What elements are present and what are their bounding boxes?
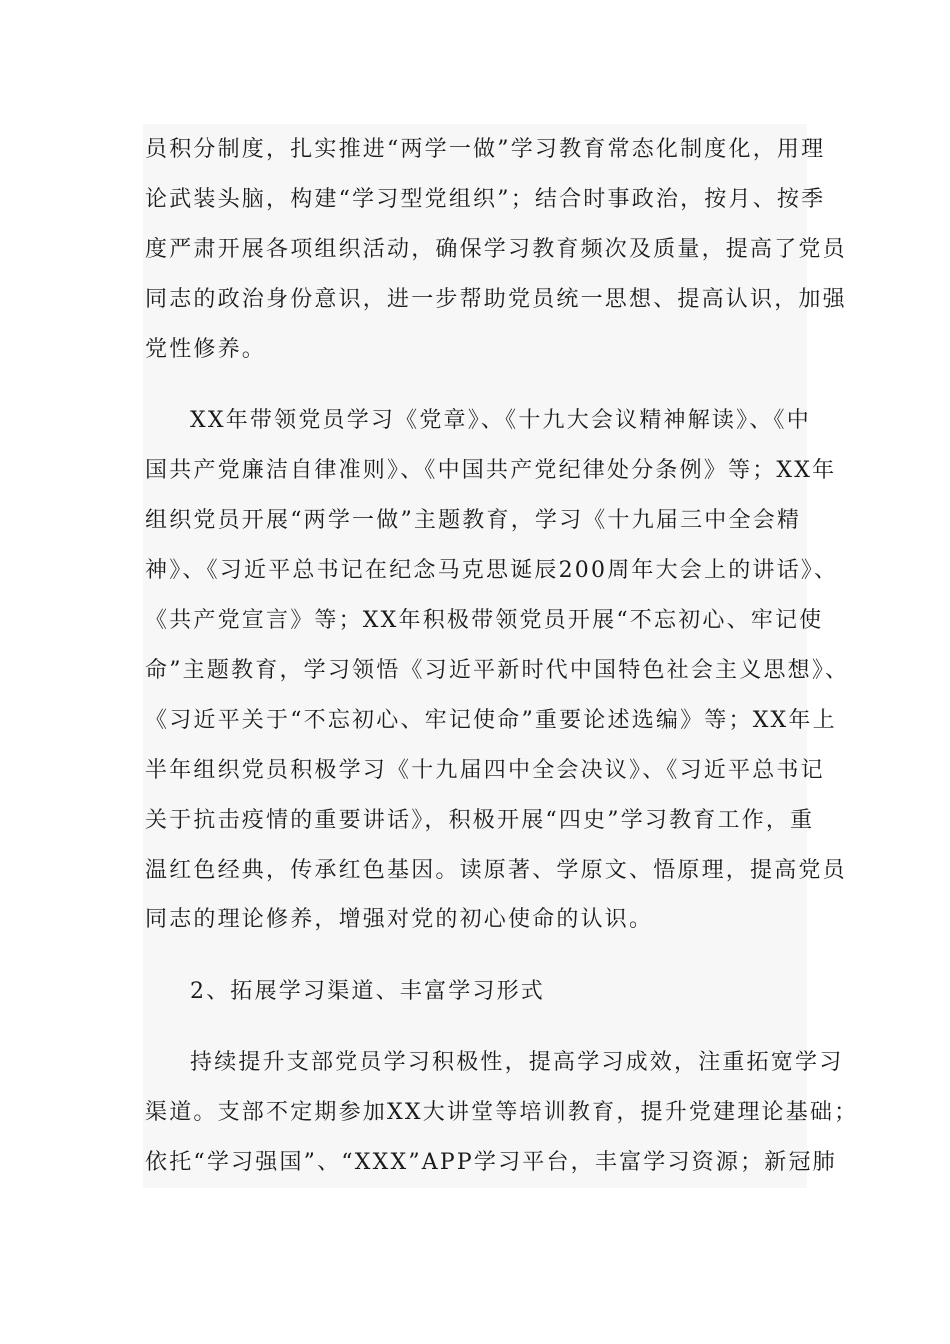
paragraph-1-line-2: 论武装头脑，构建“学习型党组织”；结合时事政治，按月、按季 — [145, 187, 826, 212]
paragraph-2-line-11: 同志的理论修养，增强对党的初心使命的认识。 — [145, 907, 654, 932]
paragraph-3-line-1: 持续提升支部党员学习积极性，提高学习成效，注重拓宽学习 — [190, 1050, 844, 1075]
paragraph-2-line-2: 国共产党廉洁自律准则》、《中国共产党纪律处分条例》等；XX年 — [145, 458, 837, 483]
paragraph-1-line-1: 员积分制度，扎实推进“两学一做”学习教育常态化制度化，用理 — [145, 137, 826, 162]
paragraph-2-line-9: 关于抗击疫情的重要讲话》，积极开展“四史”学习教育工作，重 — [145, 808, 815, 833]
paragraph-2-line-4: 神》、《习近平总书记在纪念马克思诞辰200周年大会上的讲话》、 — [145, 558, 839, 583]
paragraph-1-line-4: 同志的政治身份意识，进一步帮助党员统一思想、提高认识，加强 — [145, 287, 847, 312]
paragraph-2-line-8: 半年组织党员积极学习《十九届四中全会决议》、《习近平总书记 — [145, 758, 825, 783]
paragraph-1-line-5: 党性修养。 — [145, 337, 267, 362]
paragraph-2-line-7: 《习近平关于“不忘初心、牢记使命”重要论述选编》等；XX年上 — [145, 708, 837, 733]
paragraph-3-line-2: 渠道。支部不定期参加XX大讲堂等培训教育，提升党建理论基础； — [145, 1100, 859, 1125]
paragraph-3-line-3: 依托“学习强国”、“XXX”APP学习平台，丰富学习资源；新冠肺 — [145, 1150, 837, 1175]
paragraph-2-line-5: 《共产党宣言》等；XX年积极带领党员开展“不忘初心、牢记使 — [145, 608, 824, 633]
paragraph-2-line-3: 组织党员开展“两学一做”主题教育，学习《十九届三中全会精 — [145, 508, 802, 533]
paragraph-2-line-6: 命”主题教育，学习领悟《习近平新时代中国特色社会主义思想》、 — [145, 658, 850, 683]
paragraph-2-line-1: XX年带领党员学习《党章》、《十九大会议精神解读》、《中 — [190, 408, 811, 433]
paragraph-1-line-3: 度严肃开展各项组织活动，确保学习教育频次及质量，提高了党员 — [145, 237, 847, 262]
section-heading: 2、拓展学习渠道、丰富学习形式 — [190, 979, 545, 1004]
paragraph-2-line-10: 温红色经典，传承红色基因。读原著、学原文、悟原理，提高党员 — [145, 858, 847, 883]
